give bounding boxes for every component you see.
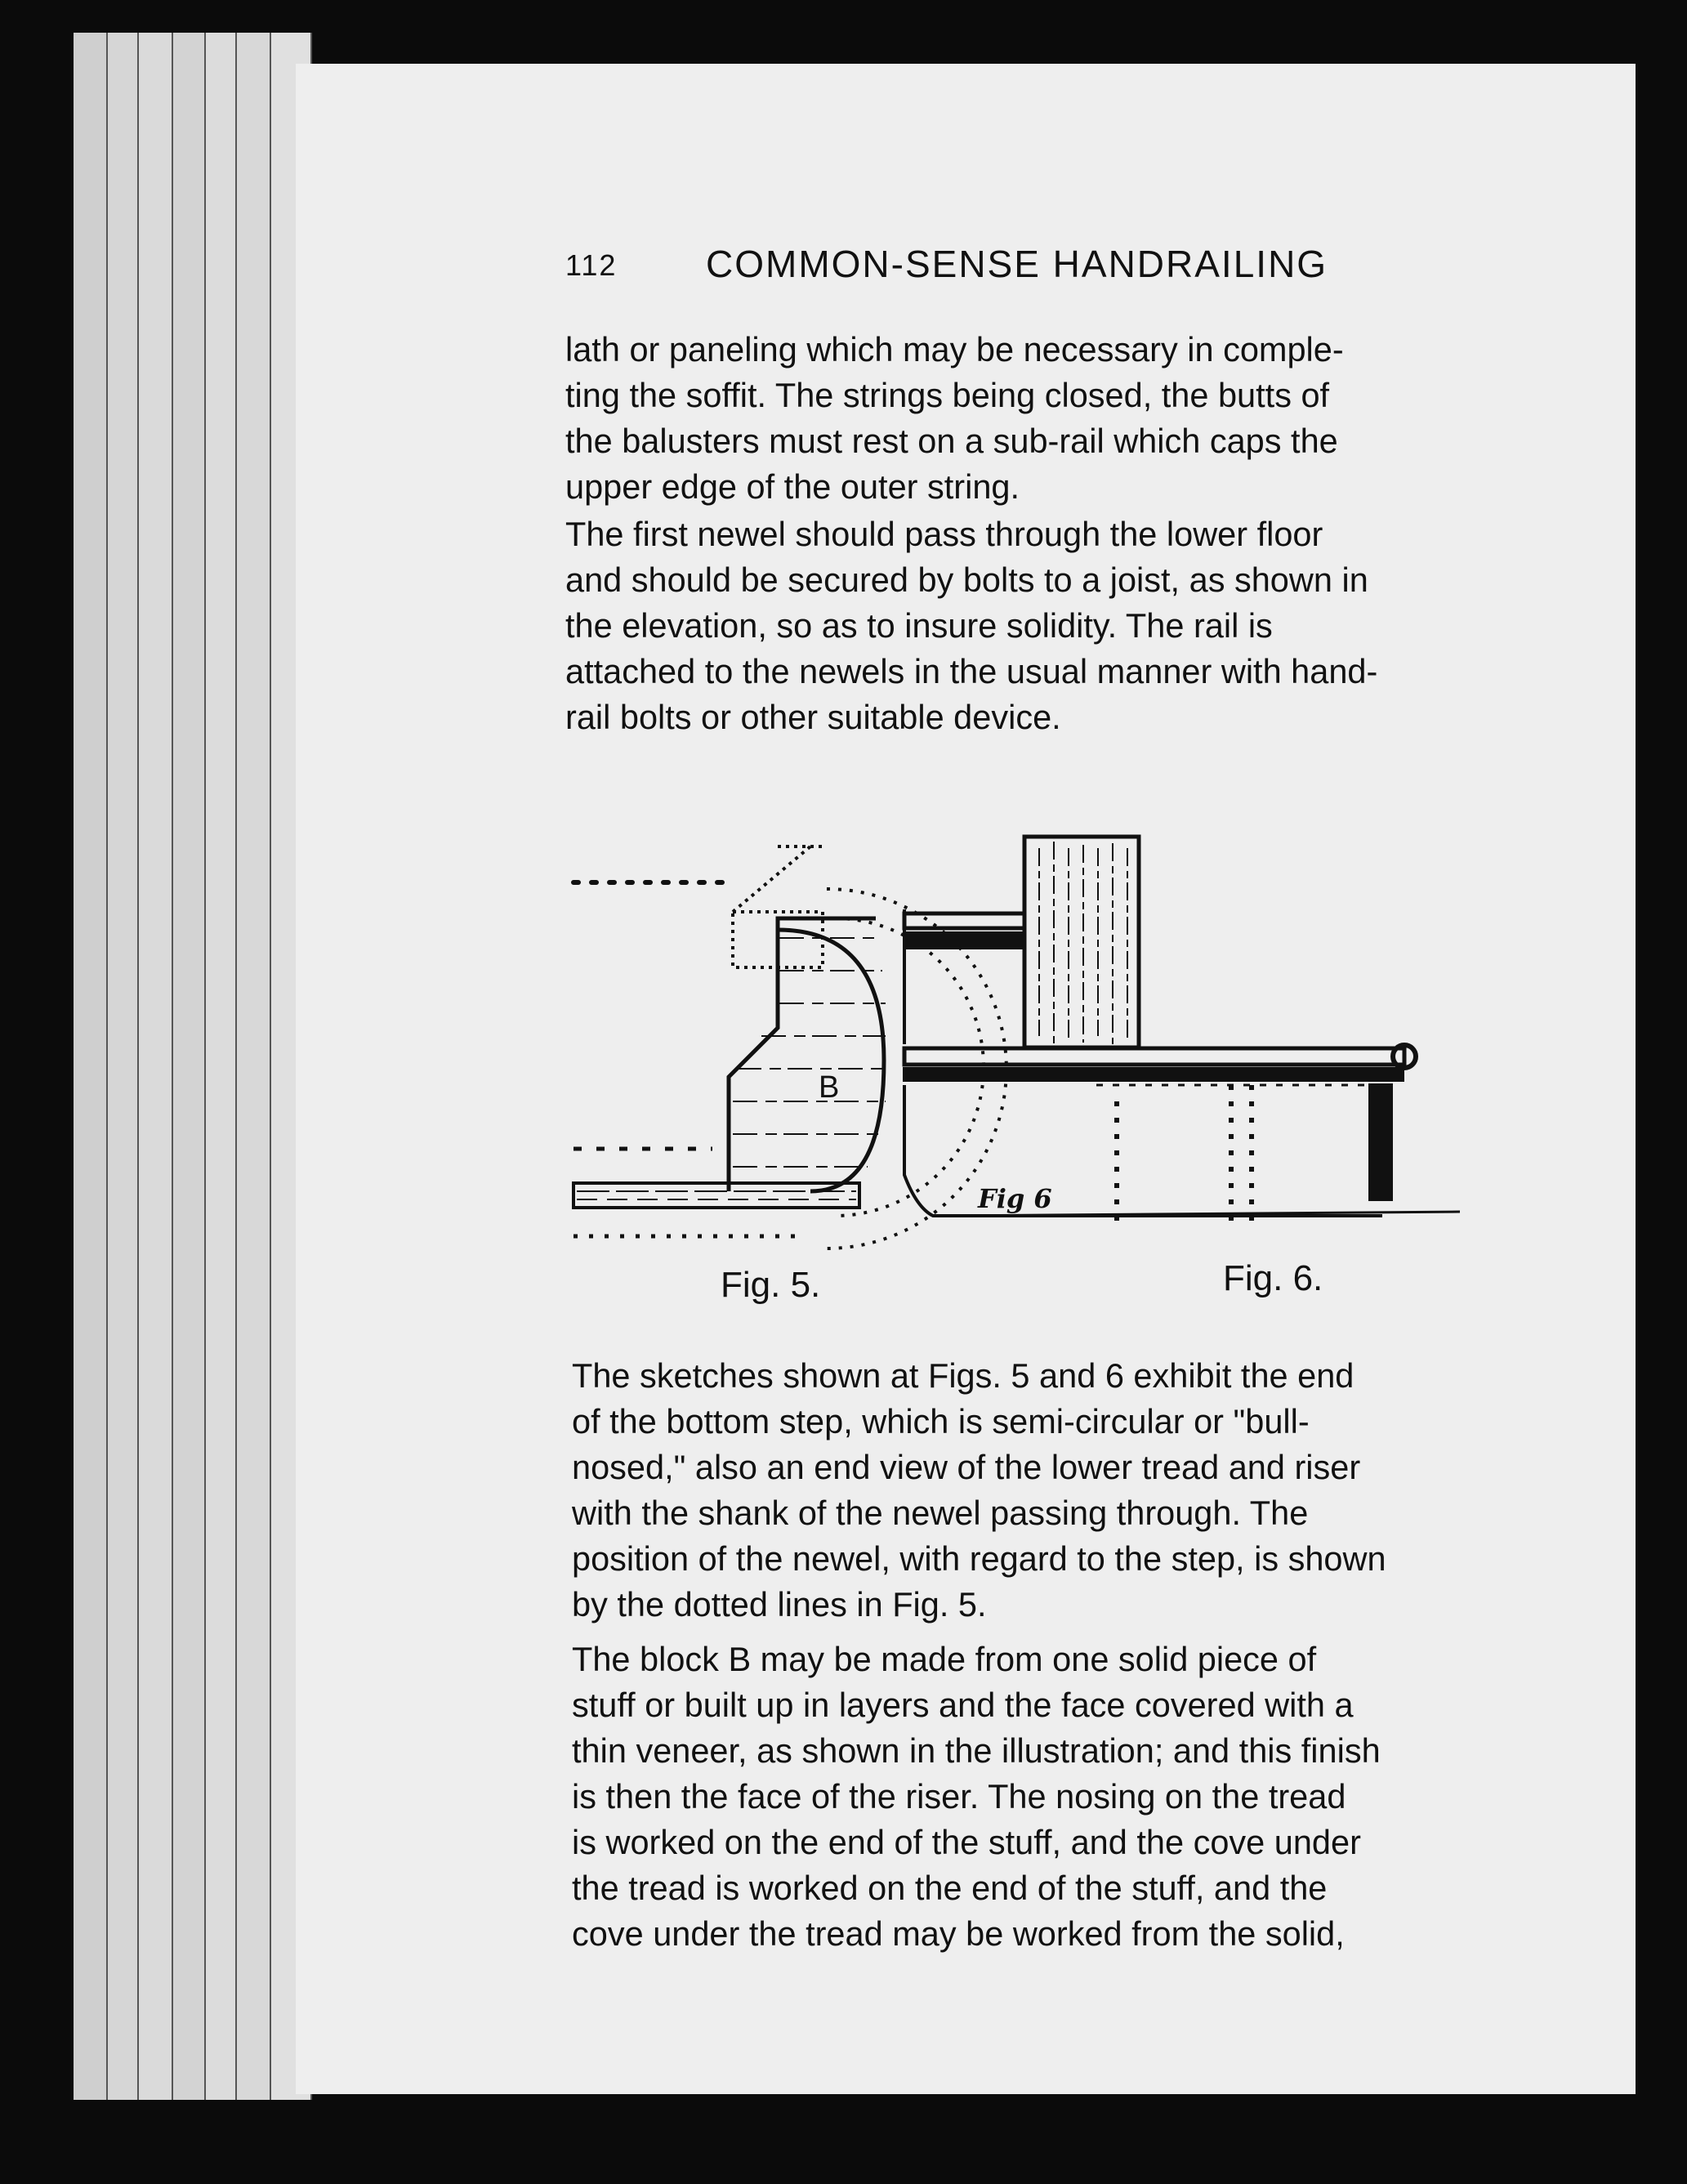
fig6-drawing (904, 837, 1460, 1224)
book-page-edges (74, 33, 310, 2100)
running-title: COMMON-SENSE HANDRAILING (706, 243, 1328, 285)
fig6-caption: Fig. 6. (1223, 1258, 1323, 1298)
paragraph-2: The first newel should pass through the lower floor and should be secured by bolts to a joist, as shown in the elevation, so as to insure solidity. The rail is attached to the newels in the usual manner with hand- rail bolts or other suitable device. (565, 515, 1378, 736)
paragraph-1: lath or paneling which may be necessary in comple- ting the soffit. The strings being closed, the butts of the balusters must rest on a sub-rail which caps the upper edge of the outer string. (565, 330, 1344, 506)
fig5-block-letter: B (819, 1070, 840, 1105)
paragraph-3: The sketches shown at Figs. 5 and 6 exhibit the end of the bottom step, which is semi-circular or "bull- nosed," also an end view of the lower tread and riser with the shank of the newel passing through. The position of the newel, with regard to the step, is shown by the dotted lines in Fig. 5. (572, 1356, 1386, 1623)
book-page (296, 64, 1636, 2094)
fig5-caption: Fig. 5. (721, 1265, 821, 1305)
figures-illustration (565, 766, 1521, 1257)
page-number: 112 (565, 248, 618, 282)
paragraph-4: The block B may be made from one solid piece of stuff or built up in layers and the face covered with a thin veneer, as shown in the illustration; and this finish is then the face of the riser. The nosing on the tread is worked on the end of the stuff, and the cove under the tread is worked on the end of the stuff, and the cove under the tread may be worked from the solid, (572, 1640, 1381, 1953)
fig6-handwritten-note: Fig 6 (978, 1183, 1052, 1214)
